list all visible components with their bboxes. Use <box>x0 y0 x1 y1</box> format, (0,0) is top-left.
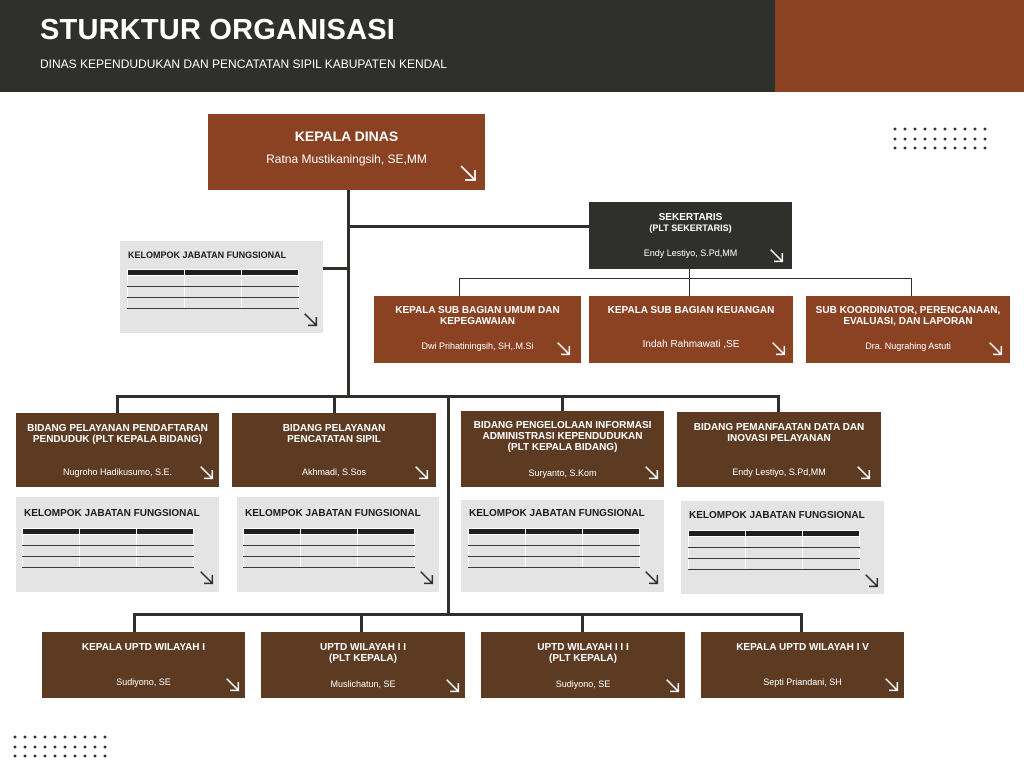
subbagian-title: SUB KOORDINATOR, PERENCANAAN, EVALUASI, DAN LAPORAN <box>815 305 1001 327</box>
sekretaris-title: SEKERTARIS <box>658 212 723 223</box>
uptd-title: UPTD WILAYAH I I (PLT KEPALA) <box>320 642 406 664</box>
sekretaris-subtitle: (PLT SEKERTARIS) <box>649 223 732 233</box>
connector-uptd-4 <box>800 613 803 632</box>
arrow-down-right-icon <box>199 465 214 480</box>
arrow-down-right-icon <box>665 678 680 693</box>
connector-uptd-3 <box>581 613 584 632</box>
arrow-down-right-icon <box>199 570 214 585</box>
dot-pattern-top-right <box>893 127 989 151</box>
bidang-title: BIDANG PEMANFAATAN DATA DAN INOVASI PELAYANAN <box>693 422 865 444</box>
subbagian-title: KEPALA SUB BAGIAN UMUM DAN KEPEGAWAIAN <box>395 305 560 327</box>
subbagian-name: Dra. Nugrahing Astuti <box>865 341 951 351</box>
connector-uptd-vertical <box>447 395 450 613</box>
fungsional-label: KELOMPOK JABATAN FUNGSIONAL <box>689 510 865 521</box>
subbagian-box-1 <box>374 296 581 363</box>
bidang-box-4 <box>677 412 881 487</box>
subbagian-box-2 <box>589 296 793 363</box>
fungsional-label: KELOMPOK JABATAN FUNGSIONAL <box>469 508 645 519</box>
connector-to-fungsional <box>323 267 349 270</box>
uptd-title: UPTD WILAYAH I I I (PLT KEPALA) <box>537 642 629 664</box>
subbagian-name: Dwi Prihatiningsih, SH,.M.Si <box>421 341 534 351</box>
uptd-name: Muslichatun, SE <box>330 679 396 689</box>
uptd-name: Sudiyono, SE <box>116 677 171 687</box>
connector-uptd-2 <box>360 613 363 632</box>
arrow-down-right-icon <box>303 312 318 327</box>
arrow-down-right-icon <box>856 465 871 480</box>
kepala-dinas-title: KEPALA DINAS <box>294 128 399 144</box>
bidang-title: BIDANG PELAYANAN PENCATATAN SIPIL <box>282 423 386 445</box>
connector-subbagian-3 <box>911 278 912 296</box>
uptd-name: Sudiyono, SE <box>555 679 611 689</box>
sekretaris-box <box>589 202 792 269</box>
arrow-down-right-icon <box>414 465 429 480</box>
page-subtitle: DINAS KEPENDUDUKAN DAN PENCATATAN SIPIL KABUPATEN KENDAL <box>40 57 447 71</box>
connector-subbagian-2 <box>689 278 690 296</box>
uptd-box-1 <box>42 632 245 698</box>
uptd-title: KEPALA UPTD WILAYAH I <box>81 642 206 653</box>
page-title: STURKTUR ORGANISASI <box>40 14 396 46</box>
connector-sekretaris-down <box>689 269 690 278</box>
fungsional-label: KELOMPOK JABATAN FUNGSIONAL <box>128 250 287 260</box>
arrow-down-right-icon <box>644 570 659 585</box>
header-accent-block <box>775 0 1024 92</box>
uptd-box-3 <box>481 632 685 698</box>
bidang-name: Endy Lestiyo, S.Pd,MM <box>732 467 826 477</box>
connector-main-vertical <box>347 190 350 397</box>
arrow-down-right-icon <box>988 341 1003 356</box>
fungsional-label: KELOMPOK JABATAN FUNGSIONAL <box>245 508 421 519</box>
arrow-down-right-icon <box>459 164 477 182</box>
arrow-down-right-icon <box>419 570 434 585</box>
fungsional-table <box>688 530 860 570</box>
subbagian-title: KEPALA SUB BAGIAN KEUANGAN <box>607 305 775 316</box>
arrow-down-right-icon <box>644 465 659 480</box>
kepala-dinas-box <box>208 114 485 190</box>
connector-bidang-1 <box>116 395 119 413</box>
connector-bidang-4 <box>777 395 780 413</box>
bidang-box-2 <box>232 413 436 487</box>
uptd-name: Septi Priandani, SH <box>763 677 842 687</box>
uptd-box-2 <box>261 632 465 698</box>
fungsional-table <box>127 269 299 309</box>
arrow-down-right-icon <box>884 677 899 692</box>
fungsional-label: KELOMPOK JABATAN FUNGSIONAL <box>24 508 200 519</box>
bidang-title: BIDANG PELAYANAN PENDAFTARAN PENDUDUK (PLT KEPALA BIDANG) <box>27 423 208 445</box>
subbagian-name: Indah Rahmawati ,SE <box>642 339 740 350</box>
bidang-box-3 <box>461 411 664 487</box>
bidang-title: BIDANG PENGELOLAAN INFORMASI ADMINISTRASI KEPENDUDUKAN (PLT KEPALA BIDANG) <box>473 420 652 453</box>
arrow-down-right-icon <box>771 341 786 356</box>
connector-subbagian-1 <box>459 278 460 296</box>
fungsional-table <box>22 528 194 568</box>
arrow-down-right-icon <box>445 678 460 693</box>
bidang-name: Akhmadi, S.Sos <box>301 467 367 477</box>
fungsional-table <box>243 528 415 568</box>
fungsional-group-2 <box>237 497 439 592</box>
fungsional-group-main <box>120 241 323 333</box>
fungsional-group-4 <box>681 501 884 594</box>
fungsional-table <box>468 528 640 568</box>
arrow-down-right-icon <box>225 677 240 692</box>
uptd-title: KEPALA UPTD WILAYAH I V <box>736 642 869 653</box>
bidang-name: Nugroho Hadikusumo, S.E. <box>62 467 173 477</box>
connector-to-sekretaris <box>347 225 589 228</box>
connector-subbagian-horizontal <box>459 278 912 279</box>
arrow-down-right-icon <box>769 248 784 263</box>
bidang-name: Suryanto, S.Kom <box>528 468 597 478</box>
arrow-down-right-icon <box>556 341 571 356</box>
arrow-down-right-icon <box>864 573 879 588</box>
sekretaris-name: Endy Lestiyo, S.Pd,MM <box>643 248 738 258</box>
uptd-box-4 <box>701 632 904 698</box>
dot-pattern-bottom-left <box>13 735 109 759</box>
connector-bidang-2 <box>333 395 336 413</box>
bidang-box-1 <box>16 413 219 487</box>
fungsional-group-3 <box>461 500 664 592</box>
kepala-dinas-name: Ratna Mustikaningsih, SE,MM <box>266 152 427 166</box>
connector-uptd-1 <box>133 613 136 632</box>
connector-uptd-horizontal <box>133 613 802 616</box>
fungsional-group-1 <box>16 497 219 592</box>
subbagian-box-3 <box>806 296 1010 363</box>
